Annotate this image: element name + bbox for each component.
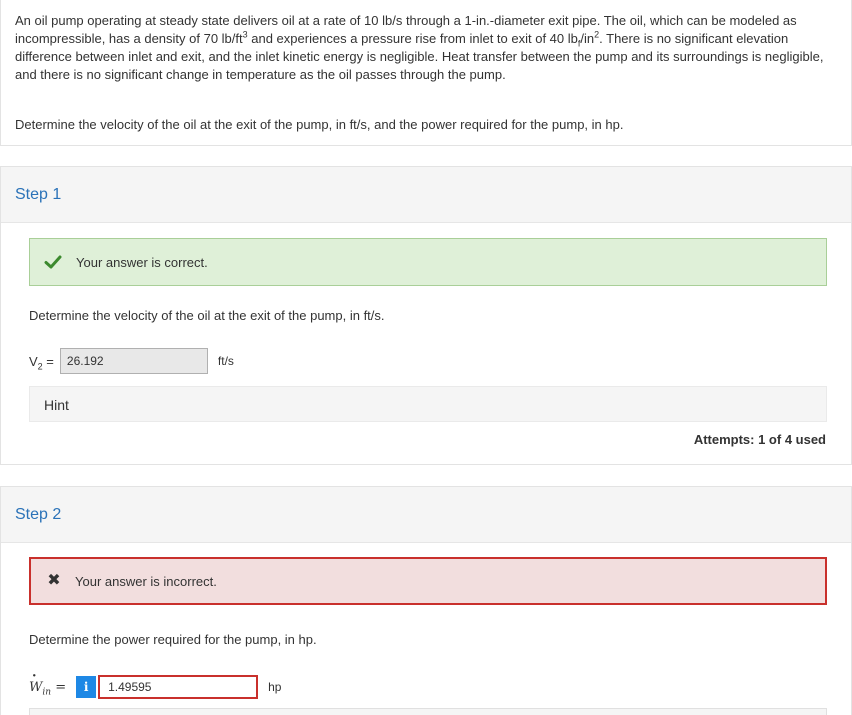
problem-statement xyxy=(0,0,852,146)
power-variable-label: · $W_{in}$ = xyxy=(29,680,66,695)
problem-question: Determine the velocity of the oil at the exit of the pump, in ft/s, and the power required for the pump, in hp. xyxy=(15,117,624,132)
step-1-question: Determine the velocity of the oil at the exit of the pump, in ft/s. xyxy=(29,308,385,323)
correct-feedback xyxy=(29,238,827,286)
power-unit: hp xyxy=(268,680,282,694)
velocity-answer-input[interactable]: 26.192 xyxy=(60,348,208,374)
checkmark-icon xyxy=(44,253,62,271)
problem-text: An oil pump operating at steady state delivers oil at a rate of 10 lb/s through a 1-in.-diameter exit pipe. The oil, which can be modeled as incompressible, has a density of 70 $lb/ft^3$ and experiences a pressure rise from inlet to exit of 40 $lb_f/in^2$. There is no significant elevation difference between inlet and exit, and the inlet kinetic energy is negligible. Heat transfer between the pump and its surroundings is negligible, and there is no significant change in temperature as the oil passes through the pump. xyxy=(15,13,824,82)
power-answer-row xyxy=(29,675,281,699)
hint-button[interactable]: Hint xyxy=(29,386,827,422)
hint-button-partial[interactable] xyxy=(29,708,827,715)
step-2-panel xyxy=(0,486,852,715)
info-icon[interactable]: i xyxy=(76,676,96,698)
incorrect-feedback xyxy=(29,557,827,605)
step-1-title[interactable]: Step 1 xyxy=(1,167,851,223)
feedback-text: Your answer is incorrect. xyxy=(75,573,217,589)
feedback-text: Your answer is correct. xyxy=(76,254,208,270)
velocity-variable-label: $V_2$ = xyxy=(29,353,54,372)
step-2-title[interactable]: Step 2 xyxy=(1,487,851,543)
step-1-panel xyxy=(0,166,852,465)
velocity-answer-row xyxy=(29,348,234,374)
cross-icon: ✖ xyxy=(47,572,61,589)
power-answer-input[interactable]: 1.49595 xyxy=(98,675,258,699)
attempts-counter: Attempts: 1 of 4 used xyxy=(693,432,826,447)
velocity-unit: ft/s xyxy=(217,354,234,368)
step-2-question: Determine the power required for the pump, in hp. xyxy=(29,632,317,647)
